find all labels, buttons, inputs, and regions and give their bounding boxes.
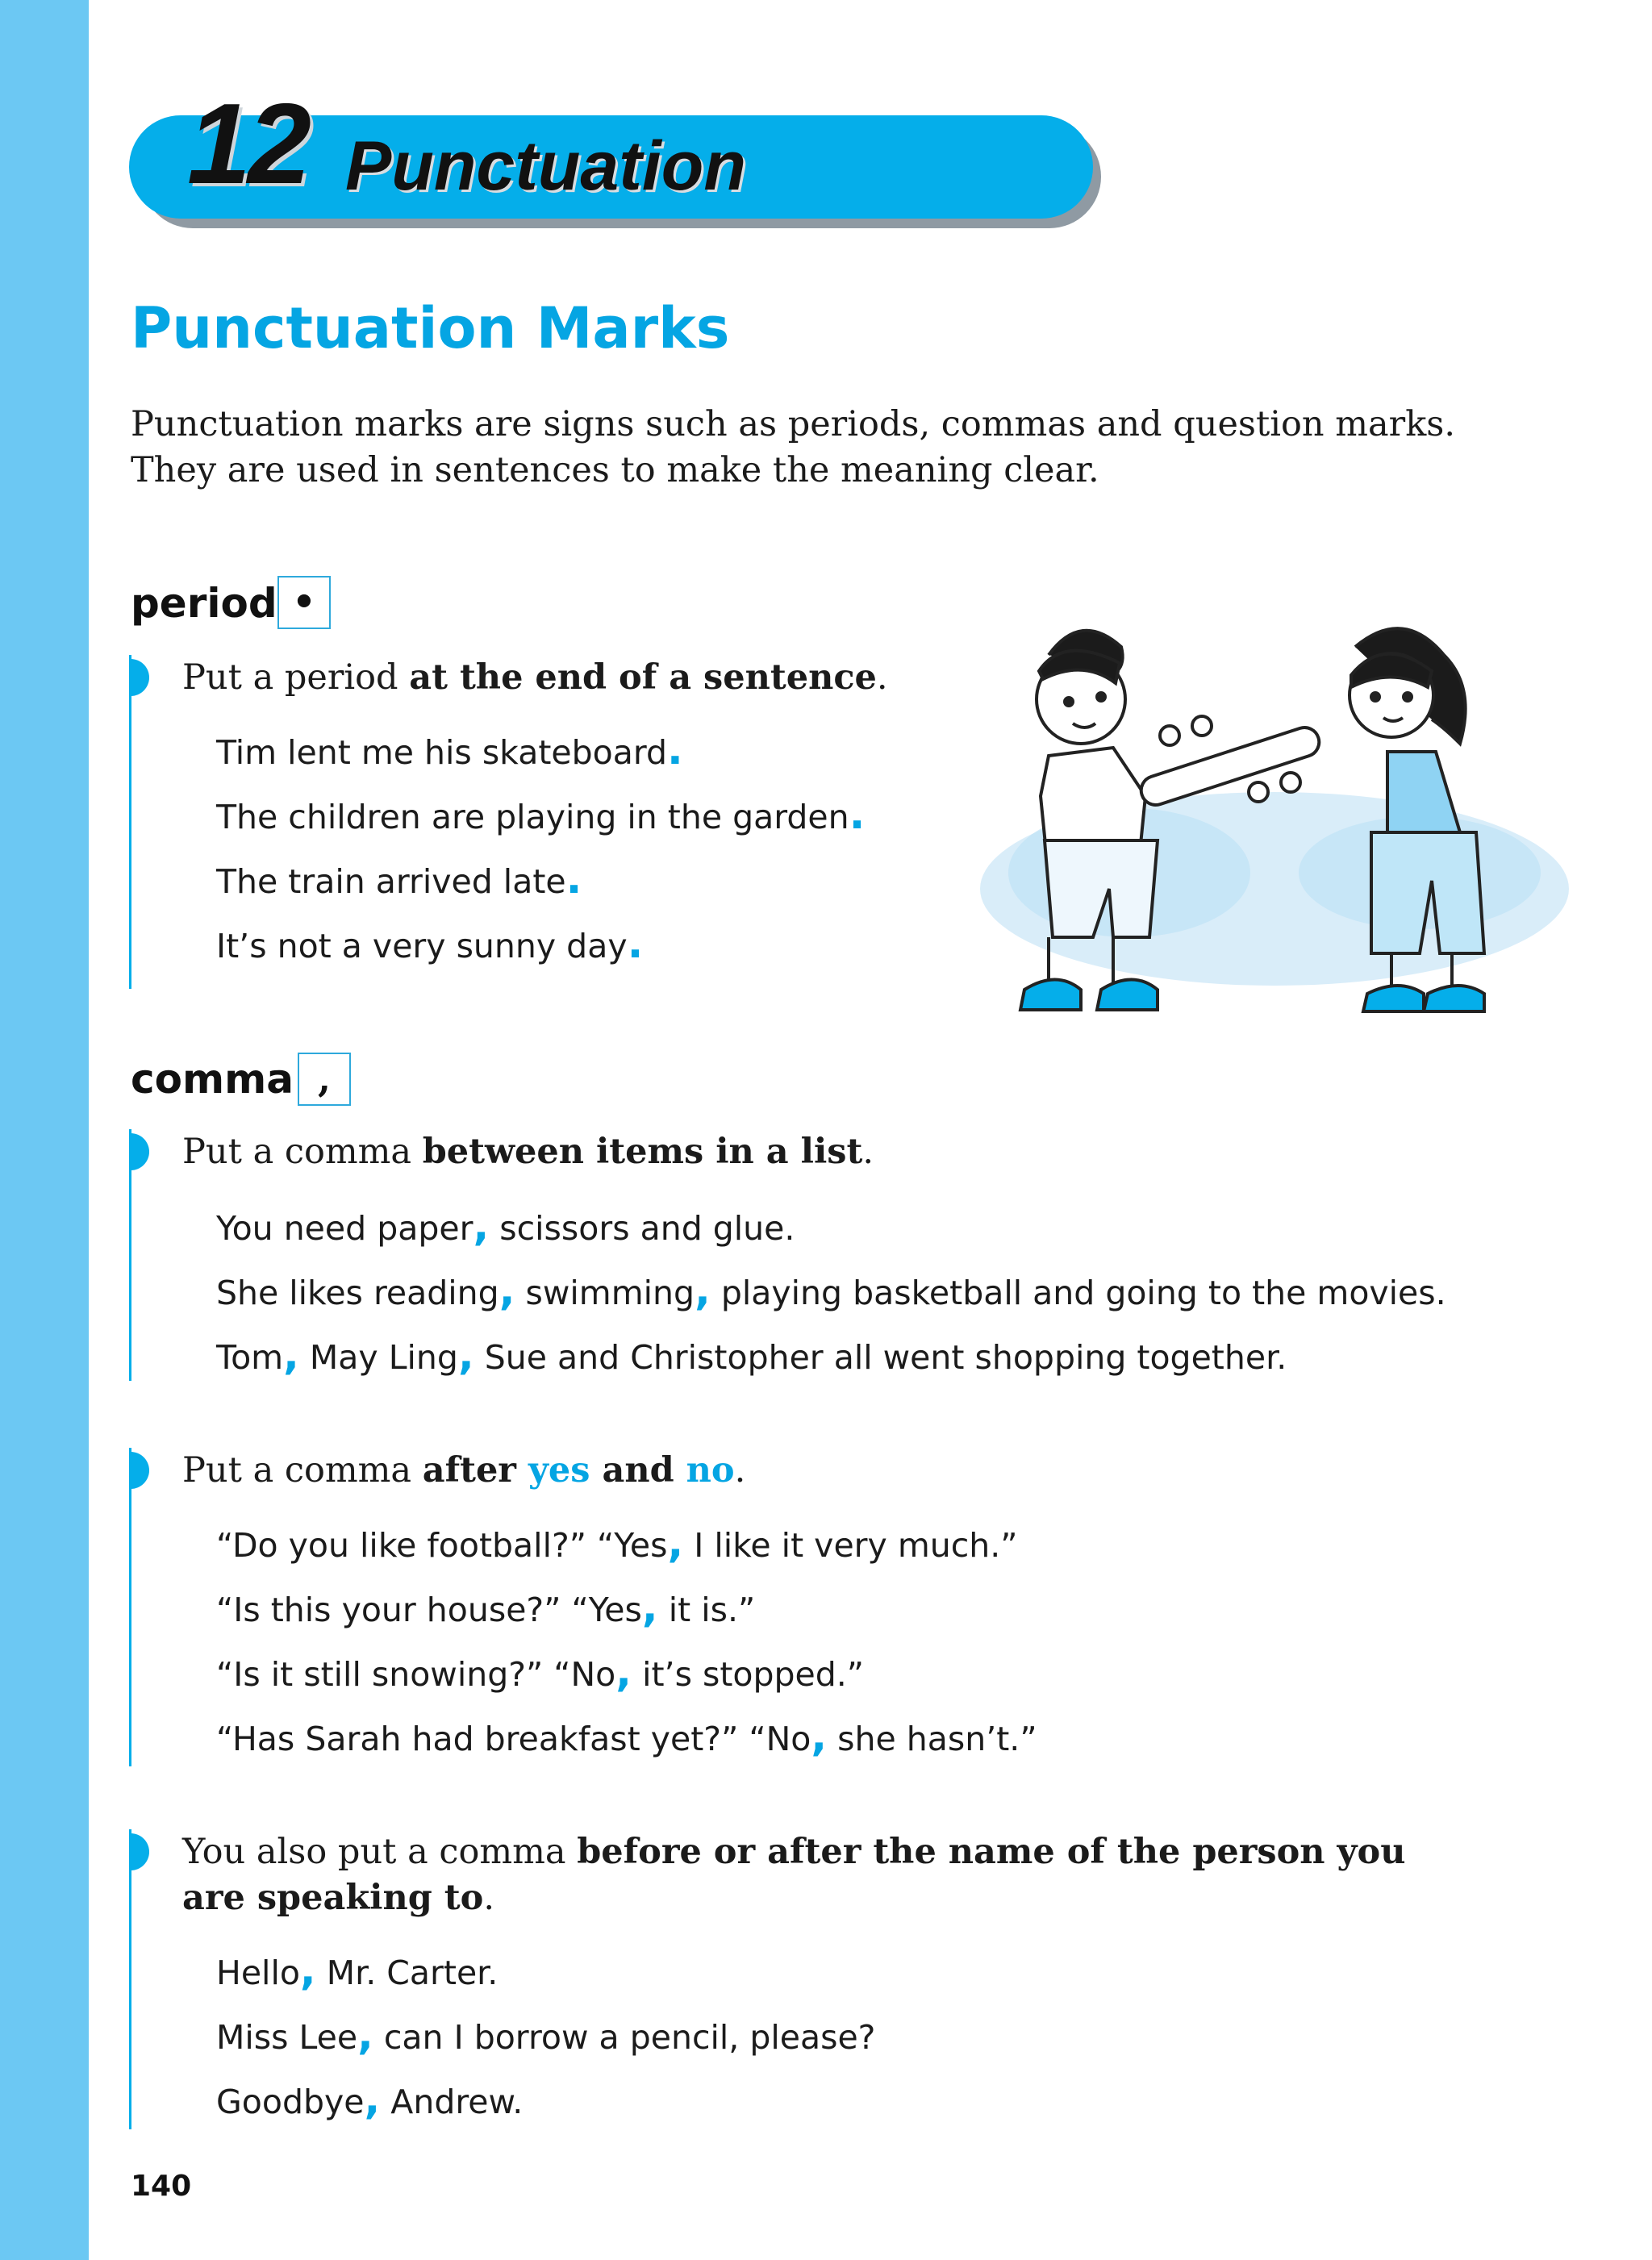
example-sentence: Hello, Mr. Carter. bbox=[216, 1946, 499, 1995]
period-heading: period bbox=[131, 580, 277, 627]
comma-list-rule: Put a comma between items in a list. bbox=[182, 1132, 874, 1172]
comma-rule-line bbox=[129, 1448, 131, 1766]
example-sentence: You need paper, scissors and glue. bbox=[216, 1202, 795, 1250]
example-dialogue: “Is it still snowing?” “No, it’s stopped.” bbox=[216, 1648, 865, 1696]
bullet-marker bbox=[130, 1452, 149, 1489]
example-dialogue: “Is this your house?” “Yes, it is.” bbox=[216, 1583, 756, 1632]
period-rule: Put a period at the end of a sentence. bbox=[182, 657, 888, 698]
period-rule-line bbox=[129, 655, 131, 989]
page-number: 140 bbox=[131, 2170, 192, 2203]
example-dialogue: “Do you like football?” “Yes, I like it very much.” bbox=[216, 1519, 1018, 1567]
comma-yes-no-rule: Put a comma after yes and no. bbox=[182, 1450, 746, 1491]
intro-line: They are used in sentences to make the meaning clear. bbox=[131, 450, 1099, 490]
comma-symbol-box: , bbox=[298, 1053, 351, 1106]
example-sentence: Tom, May Ling, Sue and Christopher all went shopping together. bbox=[216, 1331, 1287, 1379]
example-sentence: It’s not a very sunny day. bbox=[216, 919, 644, 968]
section-title: Punctuation Marks bbox=[131, 295, 730, 361]
comma-name-rule: You also put a comma before or after the name of the person you are speaking to. bbox=[182, 1832, 1406, 1918]
example-sentence: The children are playing in the garden. bbox=[216, 790, 866, 839]
comma-heading: comma bbox=[131, 1056, 294, 1103]
bullet-marker bbox=[130, 659, 149, 696]
bullet-marker bbox=[130, 1833, 149, 1870]
example-sentence: She likes reading, swimming, playing basketball and going to the movies. bbox=[216, 1266, 1446, 1315]
intro-line: Punctuation marks are signs such as periods, commas and question marks. bbox=[131, 404, 1455, 444]
chapter-title: Punctuation bbox=[345, 127, 746, 205]
intro-paragraph bbox=[131, 402, 1583, 494]
chapter-number: 12 bbox=[187, 80, 308, 208]
bullet-marker bbox=[130, 1133, 149, 1170]
side-band bbox=[0, 0, 89, 2260]
example-sentence: Miss Lee, can I borrow a pencil, please? bbox=[216, 2011, 876, 2059]
period-symbol-box: • bbox=[277, 576, 331, 629]
children-sharing-skateboard-illustration bbox=[968, 607, 1581, 1074]
example-dialogue: “Has Sarah had breakfast yet?” “No, she hasn’t.” bbox=[216, 1712, 1037, 1761]
example-sentence: Tim lent me his skateboard. bbox=[216, 726, 683, 774]
example-sentence: Goodbye, Andrew. bbox=[216, 2075, 524, 2124]
comma-rule-line bbox=[129, 1829, 131, 2129]
example-sentence: The train arrived late. bbox=[216, 855, 582, 903]
